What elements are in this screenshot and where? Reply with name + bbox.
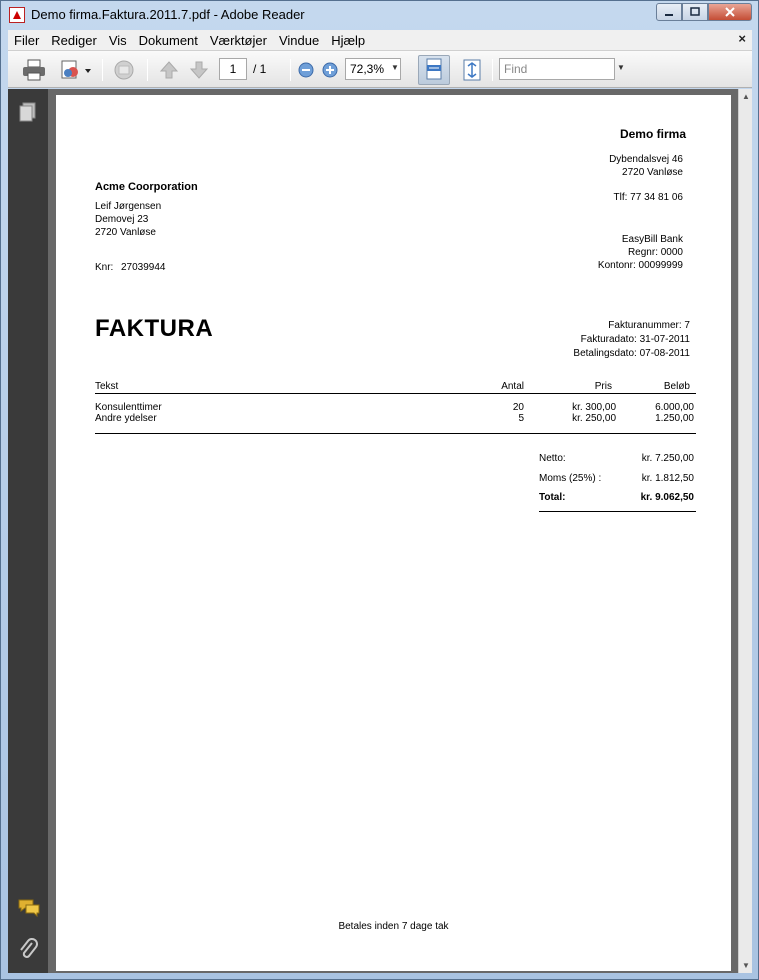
total-label: Total: (539, 492, 566, 503)
col-header-text: Tekst (95, 381, 119, 392)
toolbar-separator (102, 59, 103, 81)
recipient-city: 2720 Vanløse (95, 227, 156, 238)
sender-kontonr: Kontonr: 00099999 (597, 260, 683, 271)
comments-panel-button[interactable] (17, 897, 39, 919)
zoom-out-icon (298, 62, 314, 78)
document-viewport[interactable] (48, 89, 738, 973)
comments-icon (17, 897, 41, 919)
sender-street: Dybendalsvej 46 (609, 154, 683, 165)
close-icon (725, 7, 735, 17)
toolbar-separator (290, 59, 291, 81)
col-header-price: Pris (594, 381, 612, 392)
menu-dokument[interactable]: Dokument (138, 32, 198, 48)
net-value: kr. 7.250,00 (641, 453, 694, 464)
menu-bar (8, 30, 752, 50)
pdf-page (56, 95, 731, 971)
toolbar (8, 50, 752, 88)
col-header-amount: Beløb (663, 381, 690, 392)
sender-city: 2720 Vanløse (622, 167, 683, 178)
maximize-icon (690, 7, 700, 17)
close-document-button[interactable]: × (738, 31, 746, 46)
row-1-price: kr. 300,00 (572, 402, 616, 413)
menu-vaerktoejer[interactable]: Værktøjer (209, 32, 267, 48)
invoice-date: Fakturadato: 31-07-2011 (580, 334, 690, 345)
invoice-number: Fakturanummer: 7 (608, 320, 690, 331)
minimize-icon (664, 7, 674, 17)
row-2-price: kr. 250,00 (572, 413, 616, 424)
row-2-text: Andre ydelser (95, 413, 157, 424)
row-2-amount: 1.250,00 (655, 413, 694, 424)
pdf-app-icon (9, 7, 25, 23)
close-button[interactable] (708, 3, 752, 21)
maximize-button[interactable] (682, 3, 708, 21)
vat-value: kr. 1.812,50 (641, 473, 694, 484)
recipient-company: Acme Coorporation (95, 181, 198, 193)
table-bottom-divider (95, 433, 696, 434)
scroll-up-icon[interactable]: ▲ (742, 92, 750, 101)
recipient-contact: Leif Jørgensen (95, 201, 162, 212)
page-down-icon (189, 60, 209, 80)
minimize-button[interactable] (656, 3, 682, 21)
row-1-text: Konsulenttimer (95, 402, 162, 413)
window-title: Demo firma.Faktura.2011.7.pdf - Adobe Reader (31, 7, 305, 22)
sender-regnr: Regnr: 0000 (627, 247, 683, 258)
sender-phone: Tlf: 77 34 81 06 (613, 192, 683, 203)
row-1-qty: 20 (512, 402, 524, 413)
next-page-button[interactable] (186, 57, 212, 83)
table-header-divider (95, 393, 696, 394)
menu-hjaelp[interactable]: Hjælp (331, 32, 366, 48)
recipient-street: Demovej 23 (95, 214, 149, 225)
paperclip-icon (17, 937, 39, 961)
share-button[interactable] (58, 57, 94, 83)
attachments-panel-button[interactable] (17, 937, 39, 959)
zoom-in-button[interactable] (320, 57, 340, 83)
sender-name: Demo firma (619, 127, 686, 141)
totals-underline (539, 511, 696, 512)
fit-width-icon (419, 56, 449, 84)
fit-page-icon (461, 58, 483, 82)
row-1-amount: 6.000,00 (655, 402, 694, 413)
print-icon (22, 59, 46, 81)
menu-vis[interactable]: Vis (108, 32, 127, 48)
vertical-scrollbar[interactable] (738, 89, 752, 973)
page-total-label: / 1 (253, 62, 267, 76)
window-controls (656, 3, 752, 21)
collaborate-icon (112, 59, 136, 81)
print-button[interactable] (20, 57, 48, 83)
page-number-input[interactable]: 1 (219, 58, 247, 80)
net-label: Netto: (539, 453, 566, 464)
menu-filer[interactable]: Filer (14, 32, 40, 48)
find-input[interactable]: Find (499, 58, 615, 80)
total-value: kr. 9.062,50 (640, 492, 694, 503)
fit-page-button[interactable] (458, 57, 486, 83)
title-bar[interactable] (1, 1, 758, 29)
invoice-heading: FAKTURA (95, 315, 214, 342)
zoom-dropdown-icon[interactable]: ▼ (391, 63, 399, 72)
zoom-out-button[interactable] (296, 57, 316, 83)
customer-number: 27039944 (121, 262, 166, 273)
share-icon (59, 59, 93, 81)
fit-width-button[interactable] (418, 55, 450, 85)
pages-panel-button[interactable] (17, 101, 39, 123)
collaborate-button[interactable] (110, 57, 138, 83)
page-up-icon (159, 60, 179, 80)
menu-rediger[interactable]: Rediger (51, 32, 97, 48)
menu-vindue[interactable]: Vindue (278, 32, 320, 48)
zoom-in-icon (322, 62, 338, 78)
col-header-qty: Antal (501, 381, 524, 392)
row-2-qty: 5 (518, 413, 524, 424)
sender-bank: EasyBill Bank (621, 234, 683, 245)
pages-icon (17, 101, 39, 123)
find-dropdown-icon[interactable]: ▼ (617, 63, 625, 72)
customer-number-label: Knr: (95, 262, 114, 273)
zoom-level-input[interactable]: 72,3% (345, 58, 401, 80)
payment-terms-footer: Betales inden 7 dage tak (338, 921, 449, 932)
scroll-down-icon[interactable]: ▼ (742, 961, 750, 970)
toolbar-separator (492, 59, 493, 81)
toolbar-separator (147, 59, 148, 81)
vat-label: Moms (25%) : (539, 473, 602, 484)
invoice-due-date: Betalingsdato: 07-08-2011 (573, 348, 690, 359)
navigation-pane (8, 89, 48, 973)
previous-page-button[interactable] (156, 57, 182, 83)
